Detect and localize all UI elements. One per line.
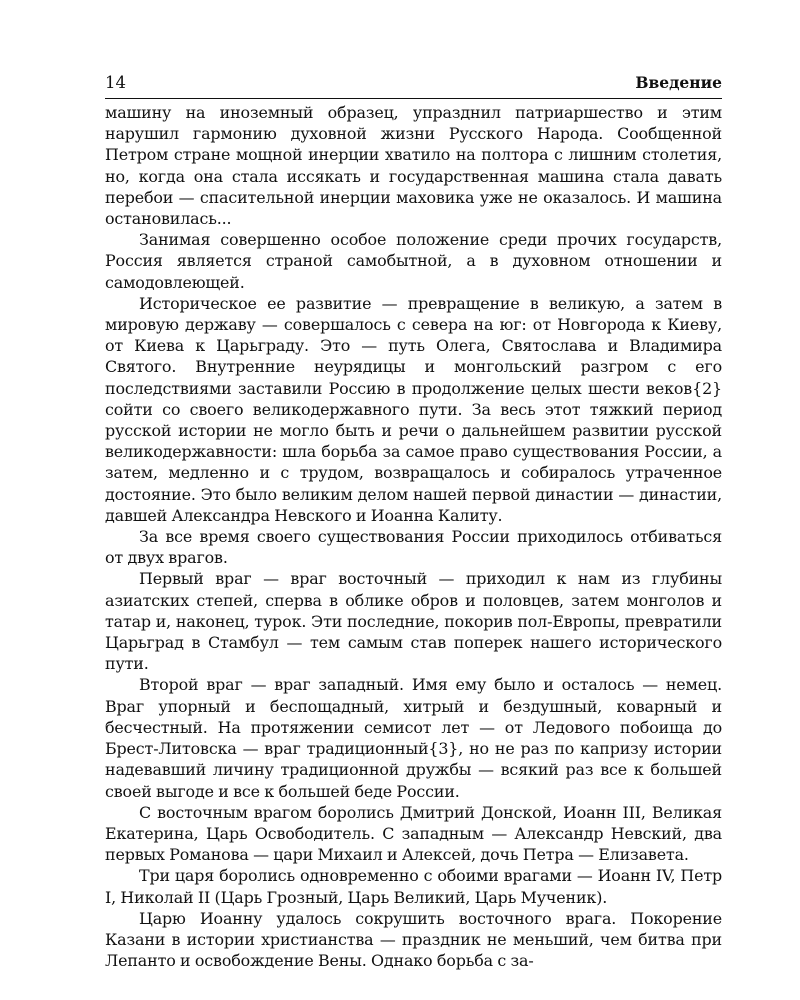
page-number: 14 (105, 73, 126, 92)
paragraph-3: Историческое ее развитие — превращение в великую, а затем в мировую державу — совершалось с севера на юг: от Новгорода к Киеву, от Киева к Царьграду. Это — путь Олега, Святослава и Владимира Святого. Внутренние неурядицы и монгольский разгром с его последствиями заставили Россию в продолжение целых шести веков{2} сойти со своего великодержавного пути. За весь этот тяжкий период русской истории не могло быть и речи о дальнейшем развитии русской великодержавности: шла борьба за самое право существования России, а затем, медленно и с трудом, возвращалось и собиралось утраченное достояние. Это было великим делом нашей первой династии — династии, давшей Александра Невского и Иоанна Калиту. (105, 293, 722, 525)
book-page (105, 72, 722, 971)
paragraph-8: Три царя боролись одновременно с обоими врагами — Иоанн IV, Петр I, Николай II (Царь Грозный, Царь Великий, Царь Мученик). (105, 866, 722, 907)
paragraph-9: Царю Иоанну удалось сокрушить восточного врага. Покорение Казани в истории христианства — праздник не меньший, чем битва при Лепанто и освобождение Вены. Однако борьба с за- (105, 908, 722, 971)
paragraph-4: За все время своего существования России приходилось отбиваться от двух врагов. (105, 527, 722, 568)
section-title: Введение (635, 73, 722, 92)
paragraph-5: Первый враг — враг восточный — приходил к нам из глубины азиатских степей, сперва в облике обров и половцев, затем монголов и татар и, наконец, турок. Эти последние, покорив пол-Европы, превратили Царьград в Стамбул — тем самым став поперек нашего исторического пути. (105, 569, 722, 674)
running-header (105, 72, 722, 99)
paragraph-6: Второй враг — враг западный. Имя ему было и осталось — немец. Враг упорный и беспощадный, хитрый и бездушный, коварный и бесчестный. На протяжении семисот лет — от Ледового побоища до Брест-Литовска — враг традиционный{3}, но не раз по капризу истории надевавший личину традиционной дружбы — всякий раз все к большей своей выгоде и все к большей беде России. (105, 675, 722, 801)
body-text (105, 102, 722, 971)
paragraph-2: Занимая совершенно особое положение среди прочих государств, Россия является страной самобытной, а в духовном отношении и самодовлеющей. (105, 230, 722, 292)
paragraph-7: С восточным врагом боролись Дмитрий Донской, Иоанн III, Великая Екатерина, Царь Освободитель. С западным — Александр Невский, два первых Романова — цари Михаил и Алексей, дочь Петра — Елизавета. (105, 802, 722, 865)
paragraph-1: машину на иноземный образец, упразднил патриаршество и этим нарушил гармонию духовной жизни Русского Народа. Сообщенной Петром стране мощной инерции хватило на полтора с лишним столетия, но, когда она стала иссякать и государственная машина стала давать перебои — спасительной инерции маховика уже не оказалось. И машина остановилась... (105, 103, 722, 229)
